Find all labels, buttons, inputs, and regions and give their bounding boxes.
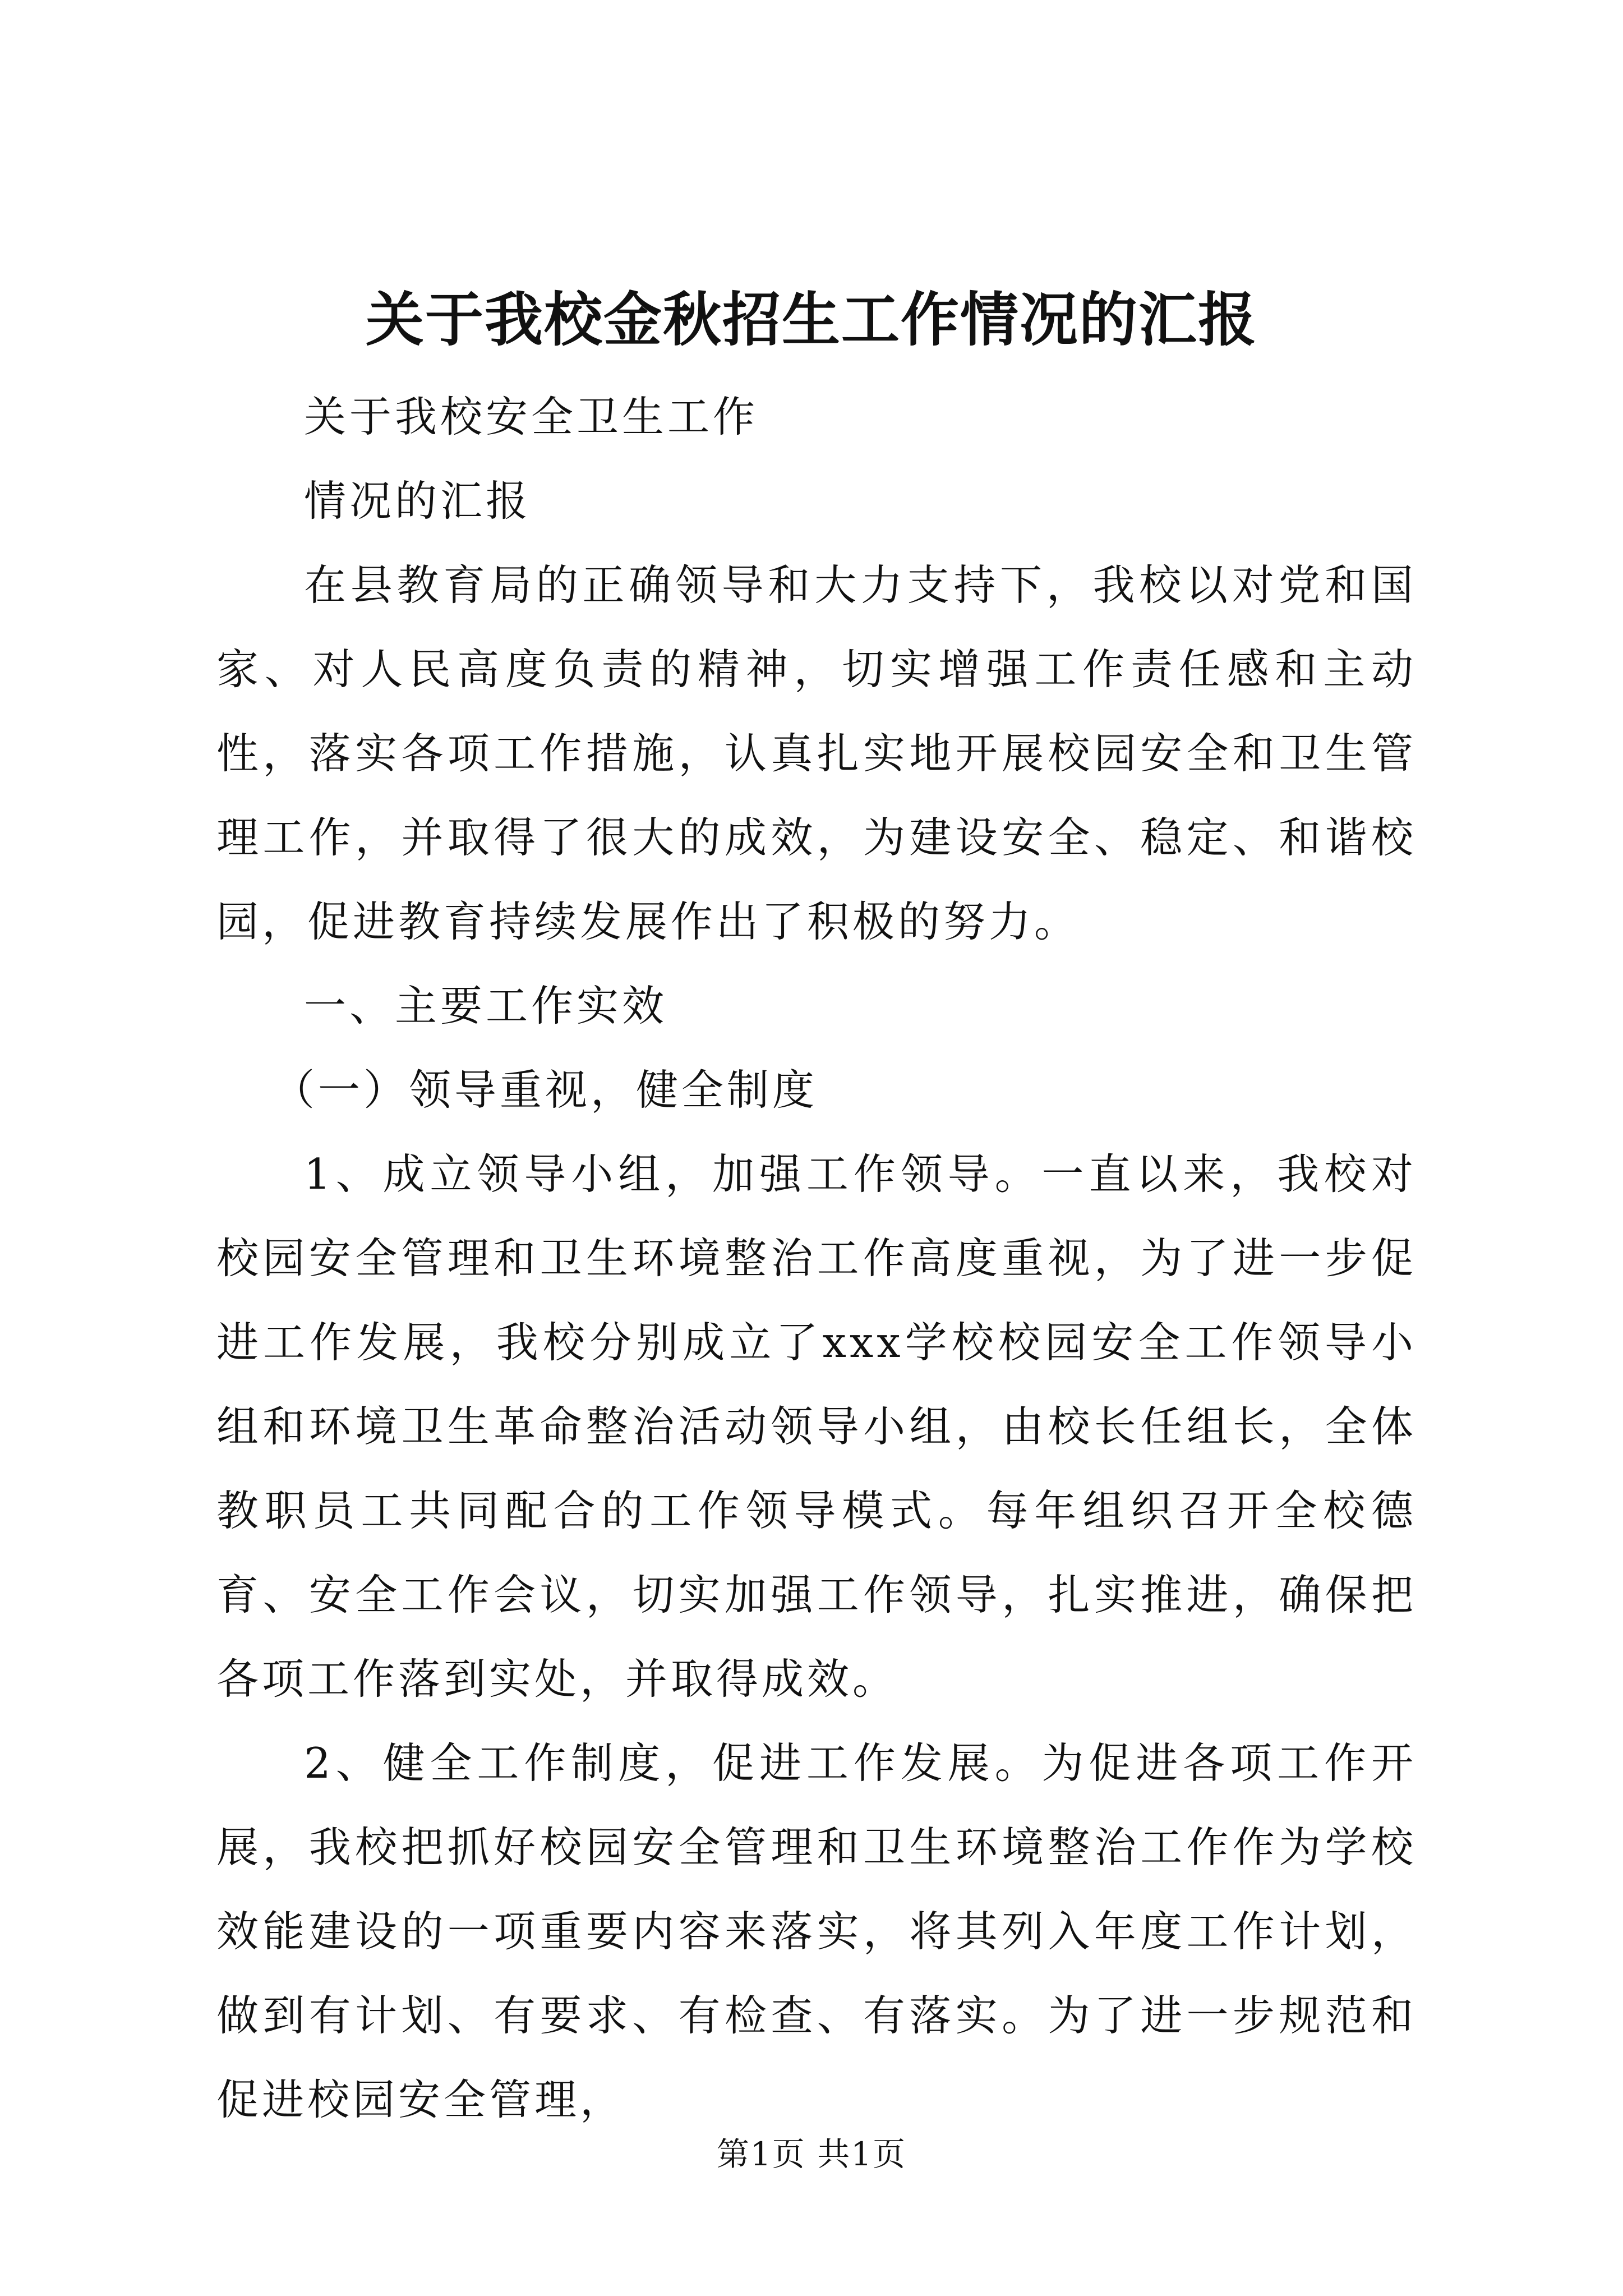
paragraph-item-2: 2、健全工作制度，促进工作发展。为促进各项工作开展，我校把抓好校园安全管理和卫生环境整治工作作为学校效能建设的一项重要内容来落实，将其列入年度工作计划，做到有计划、有要求、有检查、有落实。为了进一步规范和促进校园安全管理， — [216, 1738, 1417, 2124]
subtitle-line-1: 关于我校安全卫生工作 — [304, 392, 759, 441]
subtitle-line-2: 情况的汇报 — [304, 476, 532, 526]
paragraph-item-1: 1、成立领导小组，加强工作领导。一直以来，我校对校园安全管理和卫生环境整治工作高度重视，为了进一步促进工作发展，我校分别成立了xxx学校校园安全工作领导小组和环境卫生革命整治活动领导小组，由校长任组长，全体教职员工共同配合的工作领导模式。每年组织召开全校德育、安全工作会议，切实加强工作领导，扎实推进，确保把各项工作落到实处，并取得成效。 — [216, 1149, 1417, 1704]
section-heading: 一、主要工作实效 — [304, 981, 668, 1030]
subsection-heading: （一）领导重视，健全制度 — [273, 1065, 818, 1115]
document-body — [216, 375, 1417, 2142]
page-footer: 第1页 共1页 — [716, 2135, 907, 2173]
intro-paragraph: 在县教育局的正确领导和大力支持下，我校以对党和国家、对人民高度负责的精神，切实增强工作责任感和主动性，落实各项工作措施，认真扎实地开展校园安全和卫生管理工作，并取得了很大的成效，为建设安全、稳定、和谐校园，促进教育持续发展作出了积极的努力。 — [216, 560, 1417, 946]
document-title: 关于我校金秋招生工作情况的汇报 — [365, 285, 1257, 354]
